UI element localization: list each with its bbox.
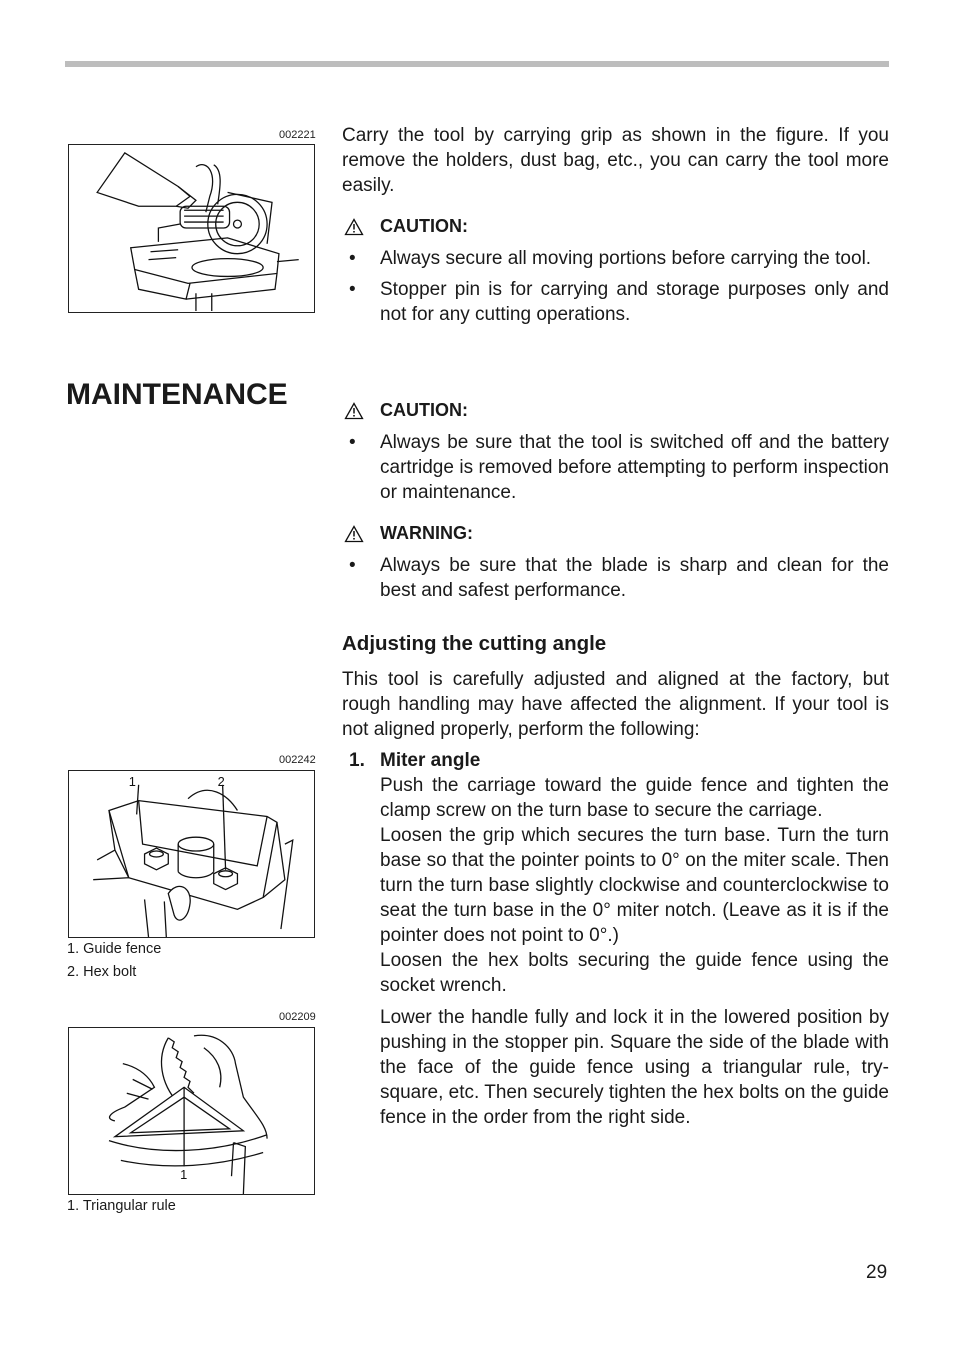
- caution-label: CAUTION:: [380, 216, 468, 236]
- list-item: • Stopper pin is for carrying and storage purposes only and not for any cutting operations.: [342, 277, 889, 327]
- warning-triangle-icon: [344, 218, 364, 236]
- warning-triangle-icon: [344, 525, 364, 543]
- figure-triangular-rule: [68, 1027, 315, 1195]
- figure-code: 002209: [279, 1011, 316, 1023]
- figure-carrying-tool: [68, 144, 315, 313]
- legend-item: 1. Triangular rule: [67, 1198, 176, 1214]
- intro-paragraph: Carry the tool by carrying grip as shown in the figure. If you remove the holders, dust bag, etc., you can carry the tool more easily.: [342, 125, 889, 196]
- warning-label: WARNING:: [380, 523, 473, 543]
- list-item: • Always secure all moving portions before carrying the tool.: [342, 246, 889, 271]
- callout-1: 1: [180, 1167, 188, 1183]
- step-title: Miter angle: [380, 750, 481, 771]
- subsection-intro: This tool is carefully adjusted and aligned at the factory, but rough handling may have affected the alignment. If your tool is not aligned properly, perform the following:: [342, 669, 889, 740]
- warning-heading: [342, 523, 473, 544]
- subsection-intro-block: [342, 667, 889, 742]
- figure-code: 002221: [279, 129, 316, 141]
- step-paragraph: Push the carriage toward the guide fence and tighten the clamp screw on the turn base to secure the carriage.: [380, 775, 889, 821]
- caution-heading: [342, 400, 468, 421]
- list-item: • Always be sure that the tool is switched off and the battery cartridge is removed before attempting to perform inspection or maintenance.: [342, 430, 889, 505]
- list-item: • Always be sure that the blade is sharp and clean for the best and safest performance.: [342, 553, 889, 603]
- step-paragraph: Loosen the hex bolts securing the guide fence using the socket wrench.: [380, 950, 889, 996]
- caution-list: [342, 430, 889, 511]
- step-number: 1.: [349, 750, 365, 771]
- warning-triangle-icon: [344, 402, 364, 420]
- miter-saw-carry-illustration: [69, 145, 314, 312]
- step-paragraph: Loosen the grip which secures the turn base. Turn the turn base so that the pointer points to 0° on the miter scale. Then turn the turn base slightly clockwise and counterclockwise to seat the turn base in the 0° miter notch. (Leave as it is if the pointer does not point to 0°.): [380, 825, 889, 946]
- caution-list: [342, 246, 889, 333]
- figure-legend: [67, 938, 161, 984]
- page-number: 29: [866, 1262, 888, 1283]
- warning-list: [342, 553, 889, 609]
- caution-label: CAUTION:: [380, 400, 468, 420]
- figure-guide-fence: [68, 770, 315, 938]
- figure-code: 002242: [279, 754, 316, 766]
- guide-fence-illustration: [69, 771, 314, 937]
- callout-1: 1: [128, 773, 136, 789]
- step-miter-angle: [342, 748, 889, 1130]
- figure-legend: [67, 1195, 176, 1218]
- bullet-icon: •: [349, 248, 356, 269]
- section-title: MAINTENANCE: [66, 378, 288, 411]
- bullet-icon: •: [349, 432, 356, 453]
- header-rule: [65, 61, 889, 67]
- legend-item: 1. Guide fence: [67, 941, 162, 957]
- caution-heading: [342, 216, 468, 237]
- subsection-title: Adjusting the cutting angle: [342, 632, 607, 655]
- bullet-icon: •: [349, 555, 356, 576]
- step-paragraph: Lower the handle fully and lock it in the lowered position by pushing in the stopper pin. Square the side of the blade with the face of the guide fence using a triangular rule, try-square, etc. Then securely tighten the hex bolts on the guide fence in the order from the right side.: [380, 1007, 889, 1128]
- triangular-rule-illustration: [69, 1028, 314, 1194]
- legend-item: 2. Hex bolt: [67, 964, 137, 980]
- callout-2: 2: [217, 773, 225, 789]
- intro-block: [342, 123, 889, 198]
- bullet-icon: •: [349, 279, 356, 300]
